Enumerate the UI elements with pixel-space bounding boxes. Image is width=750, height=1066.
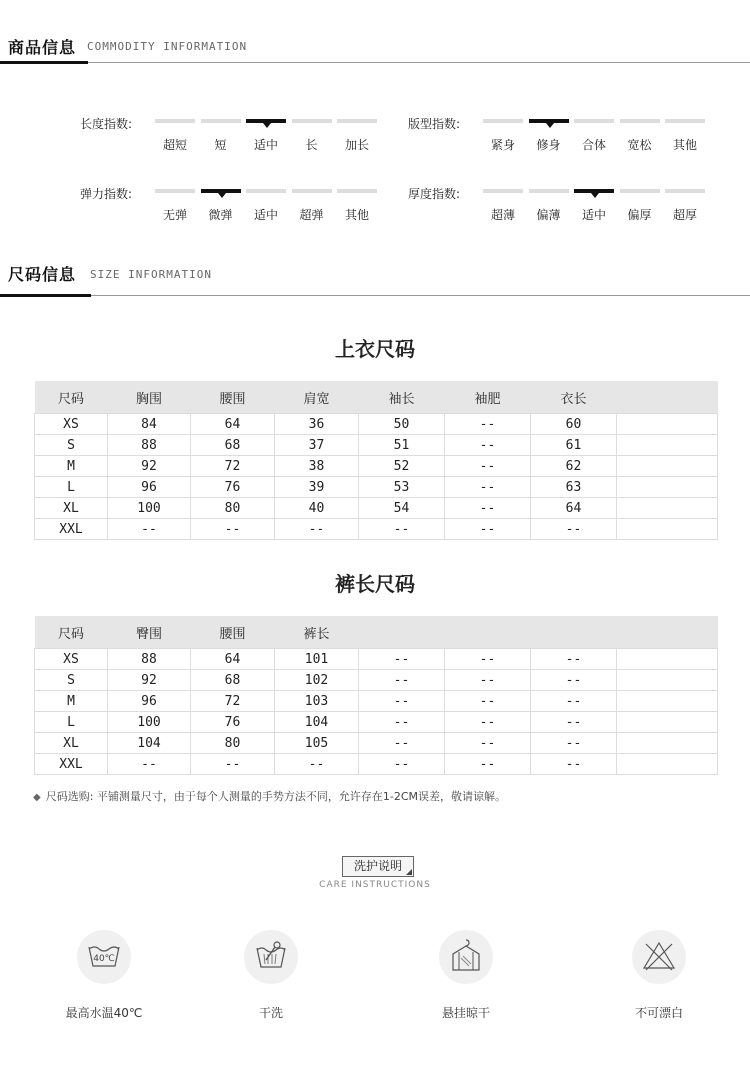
table-cell: 76 bbox=[191, 712, 275, 733]
index-option-label: 其他 bbox=[344, 208, 369, 222]
table-cell: -- bbox=[191, 519, 275, 540]
table-row bbox=[35, 435, 718, 456]
index-option-label: 适中 bbox=[253, 138, 278, 152]
table-cell bbox=[617, 712, 718, 733]
index-option bbox=[665, 189, 705, 223]
table-cell bbox=[617, 649, 718, 670]
table-cell: 100 bbox=[108, 498, 191, 519]
table-cell: 37 bbox=[275, 435, 359, 456]
index-label: 厚度指数: bbox=[408, 187, 461, 201]
table-cell: XXL bbox=[35, 754, 108, 775]
size-note-text: 尺码选购: 平铺测量尺寸，由于每个人测量的手势方法不同，允许存在1-2CM误差，敬请谅解。 bbox=[45, 790, 507, 803]
index-scale-segment bbox=[665, 119, 705, 123]
table-cell: 80 bbox=[191, 498, 275, 519]
care-label: 悬挂晾干 bbox=[441, 1006, 490, 1020]
index-option-label: 修身 bbox=[536, 138, 561, 152]
table-cell: -- bbox=[531, 691, 617, 712]
index-scale-segment bbox=[483, 119, 523, 123]
top-size-table bbox=[34, 381, 718, 540]
selected-pointer-icon bbox=[218, 193, 226, 198]
table-cell: -- bbox=[359, 649, 445, 670]
table-cell: 68 bbox=[191, 435, 275, 456]
table-cell bbox=[617, 498, 718, 519]
table-cell: -- bbox=[359, 691, 445, 712]
table-header-cell: 裤长 bbox=[275, 616, 359, 649]
care-item bbox=[599, 930, 719, 1021]
index-option-label: 合体 bbox=[581, 138, 606, 152]
table-header-cell: 衣长 bbox=[531, 381, 617, 414]
index-label: 长度指数: bbox=[80, 117, 133, 131]
table-cell: -- bbox=[531, 670, 617, 691]
table-cell: 88 bbox=[108, 435, 191, 456]
table-cell: 52 bbox=[359, 456, 445, 477]
index-option bbox=[155, 119, 195, 153]
index-option-label: 宽松 bbox=[627, 138, 652, 152]
selected-pointer-icon bbox=[591, 193, 599, 198]
table-cell: -- bbox=[445, 435, 531, 456]
table-cell: 100 bbox=[108, 712, 191, 733]
table-cell: 105 bbox=[275, 733, 359, 754]
index-option bbox=[483, 189, 523, 223]
size-note bbox=[33, 788, 506, 804]
table-row bbox=[35, 477, 718, 498]
table-cell bbox=[617, 414, 718, 435]
table-header-cell bbox=[359, 616, 445, 649]
table-cell bbox=[617, 754, 718, 775]
table-cell: -- bbox=[531, 519, 617, 540]
table-cell: 62 bbox=[531, 456, 617, 477]
wash-40-icon bbox=[77, 930, 131, 984]
table-cell: -- bbox=[275, 754, 359, 775]
table-cell: -- bbox=[445, 670, 531, 691]
table-cell bbox=[617, 691, 718, 712]
index-option-label: 超弹 bbox=[299, 208, 324, 222]
index-option-selected bbox=[201, 189, 241, 223]
care-title-badge bbox=[342, 856, 414, 877]
index-option bbox=[665, 119, 705, 153]
table-cell: 88 bbox=[108, 649, 191, 670]
table-cell: 60 bbox=[531, 414, 617, 435]
table-cell: -- bbox=[445, 477, 531, 498]
table-header-cell bbox=[531, 616, 617, 649]
table-cell: -- bbox=[445, 691, 531, 712]
care-label: 干洗 bbox=[258, 1006, 283, 1020]
table-cell: -- bbox=[359, 712, 445, 733]
table-cell: 61 bbox=[531, 435, 617, 456]
index-option bbox=[292, 119, 332, 153]
table-row bbox=[35, 498, 718, 519]
index-option bbox=[337, 119, 377, 153]
table-cell: -- bbox=[359, 754, 445, 775]
care-item bbox=[406, 930, 526, 1021]
table-cell: 63 bbox=[531, 477, 617, 498]
pants-size-table-title: 裤长尺码 bbox=[335, 572, 415, 596]
table-cell: 64 bbox=[191, 414, 275, 435]
care-item bbox=[44, 930, 164, 1021]
table-cell: 102 bbox=[275, 670, 359, 691]
table-cell: -- bbox=[445, 712, 531, 733]
table-cell: -- bbox=[445, 733, 531, 754]
table-cell: 104 bbox=[275, 712, 359, 733]
table-row bbox=[35, 414, 718, 435]
index-option-label: 超短 bbox=[162, 138, 187, 152]
section-accent-bar bbox=[0, 294, 91, 297]
table-cell: 40 bbox=[275, 498, 359, 519]
table-cell: XL bbox=[35, 733, 108, 754]
index-scale-segment bbox=[483, 189, 523, 193]
index-option bbox=[155, 189, 195, 223]
care-label: 最高水温40℃ bbox=[65, 1006, 143, 1020]
table-cell: 54 bbox=[359, 498, 445, 519]
index-scale-segment bbox=[529, 189, 569, 193]
table-cell: 80 bbox=[191, 733, 275, 754]
table-cell: 84 bbox=[108, 414, 191, 435]
table-cell: -- bbox=[359, 670, 445, 691]
table-cell: -- bbox=[531, 754, 617, 775]
table-cell: 51 bbox=[359, 435, 445, 456]
table-cell: 50 bbox=[359, 414, 445, 435]
index-option-selected bbox=[246, 119, 286, 153]
table-cell: -- bbox=[191, 754, 275, 775]
commodity-title-en: COMMODITY INFORMATION bbox=[87, 40, 248, 53]
table-cell: -- bbox=[445, 456, 531, 477]
table-cell: XS bbox=[35, 414, 108, 435]
index-scale-segment bbox=[292, 119, 332, 123]
index-option bbox=[574, 119, 614, 153]
table-row bbox=[35, 691, 718, 712]
hang-dry-icon bbox=[439, 930, 493, 984]
table-cell: -- bbox=[445, 414, 531, 435]
table-cell: -- bbox=[531, 733, 617, 754]
table-cell: 36 bbox=[275, 414, 359, 435]
table-row bbox=[35, 754, 718, 775]
care-title-en: CARE INSTRUCTIONS bbox=[319, 880, 431, 890]
section-divider bbox=[0, 62, 750, 63]
index-scale-segment bbox=[665, 189, 705, 193]
index-scale-segment bbox=[620, 189, 660, 193]
top-size-table-title: 上衣尺码 bbox=[335, 337, 415, 361]
table-cell: 101 bbox=[275, 649, 359, 670]
no-bleach-icon bbox=[632, 930, 686, 984]
table-cell: 53 bbox=[359, 477, 445, 498]
table-cell: -- bbox=[445, 498, 531, 519]
table-cell: 68 bbox=[191, 670, 275, 691]
size-title-cn: 尺码信息 bbox=[8, 265, 77, 284]
size-title-en: SIZE INFORMATION bbox=[90, 268, 212, 281]
table-header-cell: 腰围 bbox=[191, 381, 275, 414]
table-header-cell: 腰围 bbox=[191, 616, 275, 649]
table-cell: XL bbox=[35, 498, 108, 519]
table-cell: XXL bbox=[35, 519, 108, 540]
table-cell: 96 bbox=[108, 691, 191, 712]
table-cell: L bbox=[35, 712, 108, 733]
index-option-label: 长 bbox=[305, 138, 318, 152]
table-row bbox=[35, 456, 718, 477]
table-header-cell bbox=[617, 381, 718, 414]
table-row bbox=[35, 649, 718, 670]
table-header-cell: 袖肥 bbox=[445, 381, 531, 414]
table-cell: XS bbox=[35, 649, 108, 670]
index-option-label: 超厚 bbox=[672, 208, 697, 222]
table-cell: 64 bbox=[191, 649, 275, 670]
table-cell: 64 bbox=[531, 498, 617, 519]
table-header-cell: 尺码 bbox=[35, 381, 108, 414]
table-cell: -- bbox=[531, 712, 617, 733]
table-cell: 38 bbox=[275, 456, 359, 477]
index-option-label: 其他 bbox=[672, 138, 697, 152]
table-cell: -- bbox=[531, 649, 617, 670]
diamond-bullet-icon: ◆ bbox=[33, 792, 41, 803]
table-row bbox=[35, 670, 718, 691]
index-option bbox=[483, 119, 523, 153]
table-cell: -- bbox=[445, 649, 531, 670]
care-item bbox=[211, 930, 331, 1021]
table-cell bbox=[617, 519, 718, 540]
index-option-label: 加长 bbox=[344, 138, 369, 152]
index-scale-segment bbox=[292, 189, 332, 193]
table-cell: 104 bbox=[108, 733, 191, 754]
index-option bbox=[201, 119, 241, 153]
table-header-row bbox=[35, 616, 718, 649]
index-option-label: 超薄 bbox=[490, 208, 515, 222]
index-option-label: 微弹 bbox=[208, 208, 233, 222]
care-title-cn: 洗护说明 bbox=[353, 859, 402, 873]
selected-pointer-icon bbox=[263, 123, 271, 128]
index-option-selected bbox=[574, 189, 614, 223]
table-cell: -- bbox=[359, 733, 445, 754]
index-option-label: 偏厚 bbox=[627, 208, 652, 222]
table-cell bbox=[617, 670, 718, 691]
index-scale-segment bbox=[574, 119, 614, 123]
index-option-selected bbox=[529, 119, 569, 153]
table-cell bbox=[617, 435, 718, 456]
index-scale-segment bbox=[155, 119, 195, 123]
index-option-label: 短 bbox=[214, 138, 227, 152]
index-scale-segment bbox=[337, 189, 377, 193]
table-cell: -- bbox=[275, 519, 359, 540]
table-cell: -- bbox=[108, 754, 191, 775]
commodity-title-cn: 商品信息 bbox=[8, 38, 77, 57]
table-header-cell: 肩宽 bbox=[275, 381, 359, 414]
index-scale-segment bbox=[337, 119, 377, 123]
table-row bbox=[35, 712, 718, 733]
dry-clean-icon bbox=[244, 930, 298, 984]
table-cell: 92 bbox=[108, 456, 191, 477]
index-option bbox=[620, 189, 660, 223]
table-cell: -- bbox=[108, 519, 191, 540]
table-cell: 76 bbox=[191, 477, 275, 498]
index-option bbox=[620, 119, 660, 153]
svg-text:40℃: 40℃ bbox=[93, 954, 115, 964]
index-scale-segment bbox=[201, 119, 241, 123]
table-cell: 92 bbox=[108, 670, 191, 691]
table-cell: M bbox=[35, 691, 108, 712]
table-cell bbox=[617, 733, 718, 754]
corner-triangle-icon bbox=[406, 869, 412, 875]
index-scale-segment bbox=[155, 189, 195, 193]
table-cell: 72 bbox=[191, 691, 275, 712]
index-option-label: 适中 bbox=[253, 208, 278, 222]
index-scale-segment bbox=[246, 189, 286, 193]
index-option bbox=[292, 189, 332, 223]
table-cell: S bbox=[35, 435, 108, 456]
index-option-label: 偏薄 bbox=[536, 208, 561, 222]
index-label: 弹力指数: bbox=[80, 187, 133, 201]
table-header-cell: 臀围 bbox=[108, 616, 191, 649]
table-header-row bbox=[35, 381, 718, 414]
table-cell: L bbox=[35, 477, 108, 498]
table-cell: 39 bbox=[275, 477, 359, 498]
table-header-cell bbox=[617, 616, 718, 649]
index-option-label: 紧身 bbox=[490, 138, 515, 152]
index-option bbox=[529, 189, 569, 223]
table-cell: -- bbox=[359, 519, 445, 540]
table-cell bbox=[617, 477, 718, 498]
selected-pointer-icon bbox=[546, 123, 554, 128]
table-cell: -- bbox=[445, 519, 531, 540]
table-header-cell bbox=[445, 616, 531, 649]
table-header-cell: 袖长 bbox=[359, 381, 445, 414]
index-option bbox=[246, 189, 286, 223]
section-accent-bar bbox=[0, 61, 88, 64]
table-cell: M bbox=[35, 456, 108, 477]
care-label: 不可漂白 bbox=[634, 1006, 683, 1020]
pants-size-table bbox=[34, 616, 718, 775]
section-divider bbox=[0, 295, 750, 296]
table-header-cell: 胸围 bbox=[108, 381, 191, 414]
table-cell: 72 bbox=[191, 456, 275, 477]
table-row bbox=[35, 733, 718, 754]
table-cell: -- bbox=[445, 754, 531, 775]
index-label: 版型指数: bbox=[408, 117, 461, 131]
index-option-label: 无弹 bbox=[162, 208, 187, 222]
table-header-cell: 尺码 bbox=[35, 616, 108, 649]
table-row bbox=[35, 519, 718, 540]
table-cell bbox=[617, 456, 718, 477]
index-option-label: 适中 bbox=[581, 208, 606, 222]
index-scale-segment bbox=[620, 119, 660, 123]
table-cell: 96 bbox=[108, 477, 191, 498]
table-cell: S bbox=[35, 670, 108, 691]
table-cell: 103 bbox=[275, 691, 359, 712]
index-option bbox=[337, 189, 377, 223]
